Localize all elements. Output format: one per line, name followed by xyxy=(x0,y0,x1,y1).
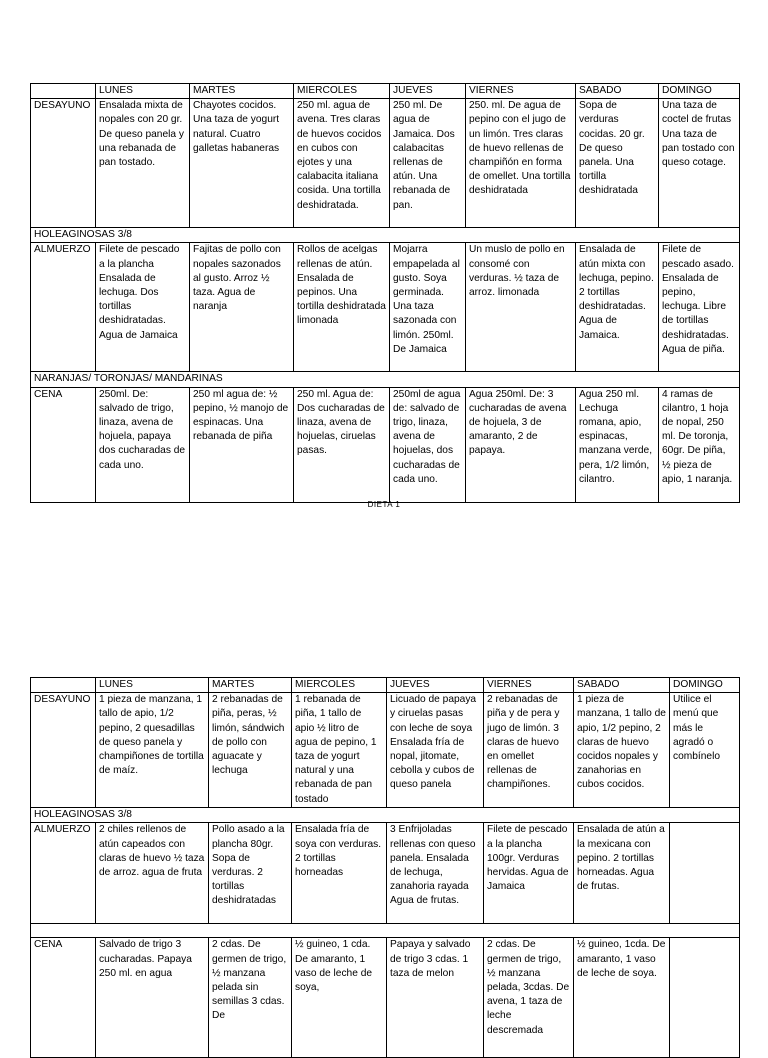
meal-cell: Ensalada mixta de nopales con 20 gr. De queso panela y una rebanada de pan tostado. xyxy=(96,99,190,228)
meal-cell: Ensalada de atún mixta con lechuga, pepino. 2 tortillas deshidratadas. Agua de Jamaica. xyxy=(576,243,659,372)
meal-cell xyxy=(670,823,740,924)
header-cell: MARTES xyxy=(190,84,294,99)
meal-cell: 2 rebanadas de piña, peras, ½ limón, sándwich de pollo con aguacate y lechuga xyxy=(209,693,292,808)
header-cell: MARTES xyxy=(209,678,292,693)
meal-cell: 1 pieza de manzana, 1 tallo de apio, 1/2 pepino, 2 quesadillas de queso panela y champiñones de tortilla de maíz. xyxy=(96,693,209,808)
meal-cell: Filete de pescado a la plancha 100gr. Verduras hervidas. Agua de Jamaica xyxy=(484,823,574,924)
header-cell xyxy=(31,84,96,99)
meal-cell: Una taza de coctel de frutas Una taza de pan tostado con queso cotage. xyxy=(659,99,740,228)
meal-cell: Salvado de trigo 3 cucharadas. Papaya 250 ml. en agua xyxy=(96,938,209,1058)
header-cell: JUEVES xyxy=(390,84,466,99)
meal-cell: Mojarra empapelada al gusto. Soya germinada. Una taza sazonada con limón. 250ml. De Jamaica xyxy=(390,243,466,372)
almuerzo-row xyxy=(31,243,740,372)
section-row xyxy=(31,924,740,938)
meal-cell: Licuado de papaya y ciruelas pasas con leche de soya Ensalada fría de nopal, jitomate, cebolla y cubos de queso panela xyxy=(387,693,484,808)
meal-cell: 4 ramas de cilantro, 1 hoja de nopal, 250 ml. De toronja, 60gr. De piña, ½ pieza de apio, 1 naranja. xyxy=(659,387,740,502)
meal-cell: Agua 250 ml. Lechuga romana, apio, espinacas, manzana verde, pera, 1/2 limón, cilantro. xyxy=(576,387,659,502)
meal-cell: 250 ml. Agua de: Dos cucharadas de linaza, avena de hojuelas, ciruelas pasas. xyxy=(294,387,390,502)
section-label: NARANJAS/ TORONJAS/ MANDARINAS xyxy=(31,372,740,387)
meal-cell: 1 rebanada de piña, 1 tallo de apio ½ litro de agua de pepino, 1 taza de yogurt natural y una rebanada de pan tostado xyxy=(292,693,387,808)
meal-cell: Rollos de acelgas rellenas de atún. Ensalada de pepinos. Una tortilla deshidratada limonada xyxy=(294,243,390,372)
diet-table-1 xyxy=(30,83,740,503)
meal-cell: Un muslo de pollo en consomé con verduras. ½ taza de arroz. limonada xyxy=(466,243,576,372)
meal-cell: ½ guineo, 1cda. De amaranto, 1 vaso de leche de soya. xyxy=(574,938,670,1058)
header-cell: VIERNES xyxy=(466,84,576,99)
meal-cell: 2 cdas. De germen de trigo, ½ manzana pelada sin semillas 3 cdas. De xyxy=(209,938,292,1058)
meal-cell: 2 rebanadas de piña y de pera y jugo de limón. 3 claras de huevo en omellet rellenas de champiñones. xyxy=(484,693,574,808)
meal-cell: Pollo asado a la plancha 80gr. Sopa de verduras. 2 tortillas deshidratadas xyxy=(209,823,292,924)
meal-cell: 250ml de agua de: salvado de trigo, linaza, avena de hojuelas, dos cucharadas de cada uno. xyxy=(390,387,466,502)
row-label: ALMUERZO xyxy=(31,823,96,924)
header-cell: LUNES xyxy=(96,84,190,99)
meal-cell: 250 ml agua de: ½ pepino, ½ manojo de espinacas. Una rebanada de piña xyxy=(190,387,294,502)
meal-cell: Filete de pescado asado. Ensalada de pepino, lechuga. Libre de tortillas deshidratadas. Agua de piña. xyxy=(659,243,740,372)
row-label: DESAYUNO xyxy=(31,99,96,228)
meal-cell: 3 Enfrijoladas rellenas con queso panela. Ensalada de lechuga, zanahoria rayada Agua de frutas. xyxy=(387,823,484,924)
row-label: ALMUERZO xyxy=(31,243,96,372)
header-cell: SABADO xyxy=(576,84,659,99)
cena-row xyxy=(31,387,740,502)
header-row xyxy=(31,678,740,693)
header-cell: LUNES xyxy=(96,678,209,693)
meal-cell: Filete de pescado a la plancha Ensalada de lechuga. Dos tortillas deshidratadas. Agua de Jamaica xyxy=(96,243,190,372)
header-cell: JUEVES xyxy=(387,678,484,693)
meal-cell: 1 pieza de manzana, 1 tallo de apio, 1/2 pepino, 2 claras de huevo cocidos nopales y zanahorias en cubos cocidos. xyxy=(574,693,670,808)
header-row xyxy=(31,84,740,99)
meal-cell: Agua 250ml. De: 3 cucharadas de avena de hojuela, 3 de amaranto, 2 de papaya. xyxy=(466,387,576,502)
meal-cell: 250 ml. agua de avena. Tres claras de huevos cocidos en cubos con ejotes y una calabacita italiana cosida. Una tortilla deshidratada. xyxy=(294,99,390,228)
section-label xyxy=(31,924,740,938)
meal-cell: 250 ml. De agua de Jamaica. Dos calabacitas rellenas de atún. Una rebanada de pan. xyxy=(390,99,466,228)
meal-cell: Ensalada fría de soya con verduras. 2 tortillas horneadas xyxy=(292,823,387,924)
meal-cell: Chayotes cocidos. Una taza de yogurt natural. Cuatro galletas habaneras xyxy=(190,99,294,228)
section-row xyxy=(31,228,740,243)
meal-cell: Ensalada de atún a la mexicana con pepino. 2 tortillas horneadas. Agua de frutas. xyxy=(574,823,670,924)
header-cell: DOMINGO xyxy=(659,84,740,99)
header-cell xyxy=(31,678,96,693)
meal-cell: 250. ml. De agua de pepino con el jugo de un limón. Tres claras de huevo rellenas de champiñón en forma de omellet. Una tortilla deshidratada xyxy=(466,99,576,228)
meal-cell: Papaya y salvado de trigo 3 cdas. 1 taza de melon xyxy=(387,938,484,1058)
row-label: DESAYUNO xyxy=(31,693,96,808)
row-label: CENA xyxy=(31,938,96,1058)
meal-cell: Utilice el menú que más le agradó o combínelo xyxy=(670,693,740,808)
meal-cell: 2 chiles rellenos de atún capeados con claras de huevo ½ taza de arroz. agua de fruta xyxy=(96,823,209,924)
cena-row xyxy=(31,938,740,1058)
section-row xyxy=(31,372,740,387)
meal-cell xyxy=(670,938,740,1058)
row-label: CENA xyxy=(31,387,96,502)
diet-table-2 xyxy=(30,677,740,1058)
header-cell: VIERNES xyxy=(484,678,574,693)
meal-cell: 250ml. De: salvado de trigo, linaza, avena de hojuela, papaya dos cucharadas de cada uno. xyxy=(96,387,190,502)
meal-cell: Fajitas de pollo con nopales sazonados al gusto. Arroz ½ taza. Agua de naranja xyxy=(190,243,294,372)
desayuno-row xyxy=(31,693,740,808)
section-row xyxy=(31,808,740,823)
desayuno-row xyxy=(31,99,740,228)
section-label: HOLEAGINOSAS 3/8 xyxy=(31,808,740,823)
meal-cell: Sopa de verduras cocidas. 20 gr. De queso panela. Una tortilla deshidratada xyxy=(576,99,659,228)
header-cell: MIERCOLES xyxy=(294,84,390,99)
header-cell: SABADO xyxy=(574,678,670,693)
table-caption: DIETA 1 xyxy=(367,500,401,509)
section-label: HOLEAGINOSAS 3/8 xyxy=(31,228,740,243)
header-cell: DOMINGO xyxy=(670,678,740,693)
header-cell: MIERCOLES xyxy=(292,678,387,693)
almuerzo-row xyxy=(31,823,740,924)
meal-cell: 2 cdas. De germen de trigo, ½ manzana pelada, 3cdas. De avena, 1 taza de leche descremada xyxy=(484,938,574,1058)
meal-cell: ½ guineo, 1 cda. De amaranto, 1 vaso de leche de soya, xyxy=(292,938,387,1058)
